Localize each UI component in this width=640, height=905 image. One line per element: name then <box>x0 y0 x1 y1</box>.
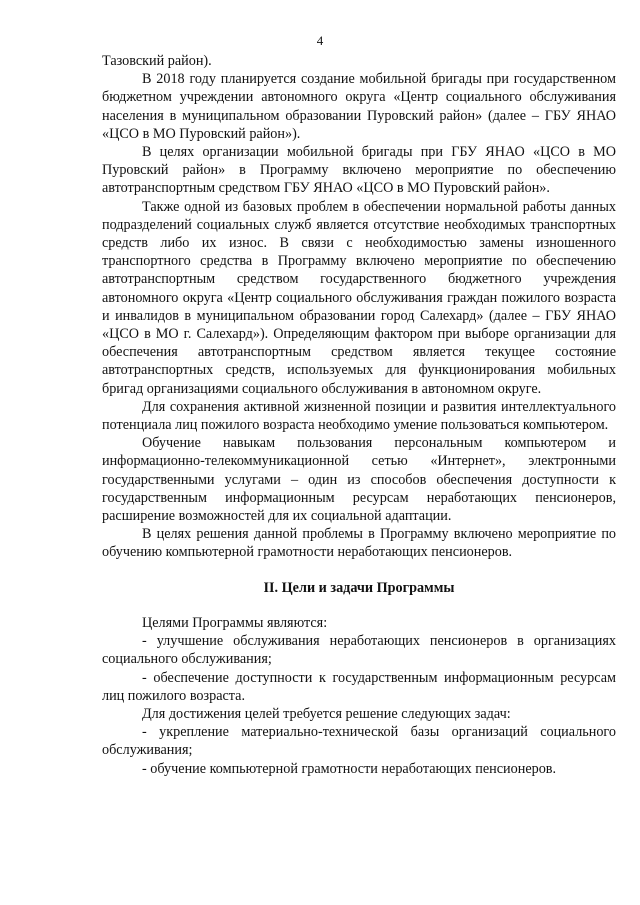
paragraph-brigade-vehicle: В целях организации мобильной бригады при ГБУ ЯНАО «ЦСО в МО Пуровский район» в Программу включено мероприятие по обеспечению автотранспортным средством ГБУ ЯНАО «ЦСО в МО Пуровский район». <box>102 144 616 197</box>
paragraph-transport-problem: Также одной из базовых проблем в обеспечении нормальной работы данных подразделений социальных служб является отсутствие необходимых транспортных средств либо их износ. В связи с необходимостью замены изношенного транспортного средства в Программу включено мероприятие по обеспечению автотранспортным средством государственного бюджетного учреждения автономного округа «Центр социального обслуживания граждан пожилого возраста и инвалидов в муниципальном образовании город Салехард» (далее – ГБУ ЯНАО «ЦСО в МО г. Салехард»). Определяющим фактором при выборе организации для обеспечения автотранспортным средством является текущее состояние автотранспортных средств, используемых для функционирования мобильных бригад организациями социального обслуживания в автономном округе. <box>102 198 616 397</box>
task-item: - обучение компьютерной грамотности неработающих пенсионеров. <box>142 760 557 777</box>
goals-intro: Целями Программы являются: <box>142 614 328 631</box>
paragraph-computer-skills: Для сохранения активной жизненной позиции и развития интеллектуального потенциала лиц пожилого возраста необходимо умение пользоваться компьютером. <box>102 398 616 434</box>
paragraph-continuation: Тазовский район). <box>102 53 212 69</box>
paragraph-training: Обучение навыкам пользования персональным компьютером и информационно-телекоммуникационной сетью «Интернет», электронными государственными услугами – один из способов обеспечения доступности к государственным информационным ресурсам неработающих пенсионеров, расширение возможностей для их социальной адаптации. <box>102 435 616 525</box>
tasks-intro: Для достижения целей требуется решение следующих задач: <box>142 705 511 722</box>
paragraph-mobile-brigade-plan: В 2018 году планируется создание мобильной бригады при государственном бюджетном учреждении автономного округа «Центр социального обслуживания населения в муниципальном образовании Пуровский район» (далее – ГБУ ЯНАО «ЦСО в МО Пуровский район»). <box>102 71 616 142</box>
paragraph-program-measure: В целях решения данной проблемы в Программу включено мероприятие по обучению компьютерной грамотности неработающих пенсионеров. <box>102 526 616 561</box>
page-number: 4 <box>316 33 324 48</box>
goal-item: - улучшение обслуживания неработающих пенсионеров в организациях социального обслуживания; <box>102 633 616 668</box>
goal-item: - обеспечение доступности к государственным информационным ресурсам лиц пожилого возраста. <box>102 669 616 704</box>
task-item: - укрепление материально-технической базы организаций социального обслуживания; <box>102 724 616 759</box>
section-heading: II. Цели и задачи Программы <box>263 579 455 596</box>
document-body <box>102 52 616 778</box>
